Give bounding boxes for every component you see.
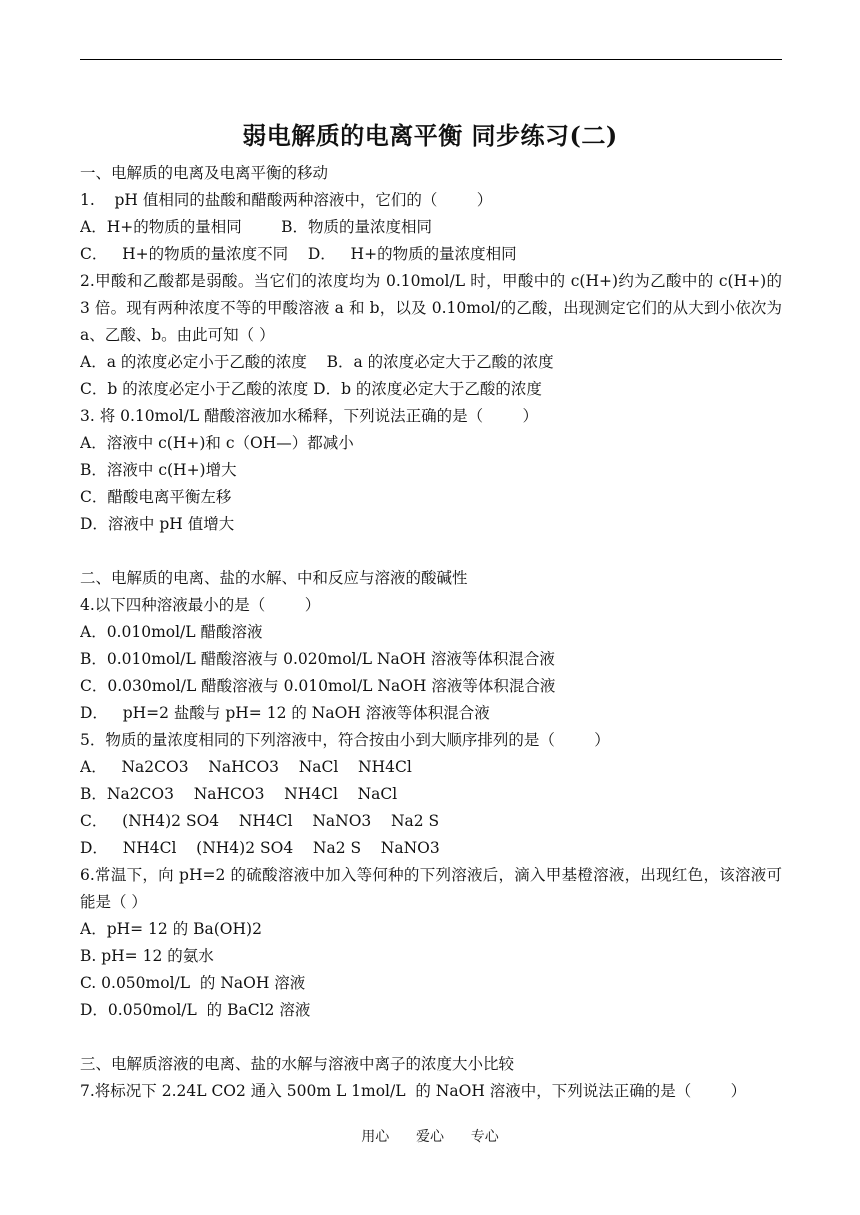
question-6-option-d: D．0.050mol/L 的 BaCl2 溶液 xyxy=(80,1001,311,1019)
question-5-stem: 5．物质的量浓度相同的下列溶液中，符合按由小到大顺序排列的是（ ） xyxy=(80,731,610,749)
question-1-stem: 1. pH 值相同的盐酸和醋酸两种溶液中，它们的（ ） xyxy=(80,191,493,209)
section-spacer xyxy=(80,538,782,565)
question-3-option-c: C．醋酸电离平衡左移 xyxy=(80,488,232,506)
question-6-option-a: A．pH= 12 的 Ba(OH)2 xyxy=(80,920,262,938)
question-3-option-d: D．溶液中 pH 值增大 xyxy=(80,515,235,533)
question-2-options-ab: A．a 的浓度必定小于乙酸的浓度 B．a 的浓度必定大于乙酸的浓度 xyxy=(80,353,554,371)
question-6-option-b: B. pH= 12 的氨水 xyxy=(80,947,214,965)
question-6-option-c: C. 0.050mol/L 的 NaOH 溶液 xyxy=(80,974,306,992)
question-1-options-ab: A．H+的物质的量相同 B．物质的量浓度相同 xyxy=(80,218,433,236)
document-body xyxy=(80,160,782,1105)
header-rule xyxy=(80,59,782,60)
question-6-stem: 6.常温下，向 pH=2 的硫酸溶液中加入等何种的下列溶液后，滴入甲基橙溶液，出现红色，该溶液可能是（ ） xyxy=(80,866,782,911)
page-footer: 用心 爱心 专心 xyxy=(361,1129,499,1145)
question-4-option-a: A．0.010mol/L 醋酸溶液 xyxy=(80,623,263,641)
question-5-option-c: C． (NH4)2 SO4 NH4Cl NaNO3 Na2 S xyxy=(80,812,440,830)
document-title: 弱电解质的电离平衡 同步练习(二) xyxy=(242,121,618,150)
section-heading-2: 二、电解质的电离、盐的水解、中和反应与溶液的酸碱性 xyxy=(80,569,468,587)
question-3-option-a: A．溶液中 c(H+)和 c（OH—）都减小 xyxy=(80,434,354,452)
question-5-option-b: B．Na2CO3 NaHCO3 NH4Cl NaCl xyxy=(80,785,398,803)
question-2-stem: 2.甲酸和乙酸都是弱酸。当它们的浓度均为 0.10mol/L 时，甲酸中的 c(H+)约为乙酸中的 c(H+)的 3 倍。现有两种浓度不等的甲酸溶液 a 和 b，以及 0.10mol/的乙酸，出现测定它们的从大到小依次为 a、乙酸、b。由此可知（ ） xyxy=(80,272,782,344)
question-5-option-a: A． Na2CO3 NaHCO3 NaCl NH4Cl xyxy=(80,758,412,776)
question-4-stem: 4.以下四种溶液最小的是（ ） xyxy=(80,596,321,614)
question-7-stem: 7.将标况下 2.24L CO2 通入 500m L 1mol/L 的 NaOH 溶液中，下列说法正确的是（ ） xyxy=(80,1082,747,1100)
question-4-option-b: B．0.010mol/L 醋酸溶液与 0.020mol/L NaOH 溶液等体积混合液 xyxy=(80,650,555,668)
question-3-stem: 3. 将 0.10mol/L 醋酸溶液加水稀释，下列说法正确的是（ ） xyxy=(80,407,539,425)
question-5-option-d: D． NH4Cl (NH4)2 SO4 Na2 S NaNO3 xyxy=(80,839,440,857)
section-spacer xyxy=(80,1024,782,1051)
question-1-options-cd: C． H+的物质的量浓度不同 D． H+的物质的量浓度相同 xyxy=(80,245,517,263)
question-3-option-b: B．溶液中 c(H+)增大 xyxy=(80,461,237,479)
question-4-option-c: C．0.030mol/L 醋酸溶液与 0.010mol/L NaOH 溶液等体积混合液 xyxy=(80,677,556,695)
question-2-options-cd: C．b 的浓度必定小于乙酸的浓度 D．b 的浓度必定大于乙酸的浓度 xyxy=(80,380,542,398)
question-4-option-d: D． pH=2 盐酸与 pH= 12 的 NaOH 溶液等体积混合液 xyxy=(80,704,490,722)
section-heading-3: 三、电解质溶液的电离、盐的水解与溶液中离子的浓度大小比较 xyxy=(80,1055,515,1073)
section-heading-1: 一、电解质的电离及电离平衡的移动 xyxy=(80,164,329,182)
